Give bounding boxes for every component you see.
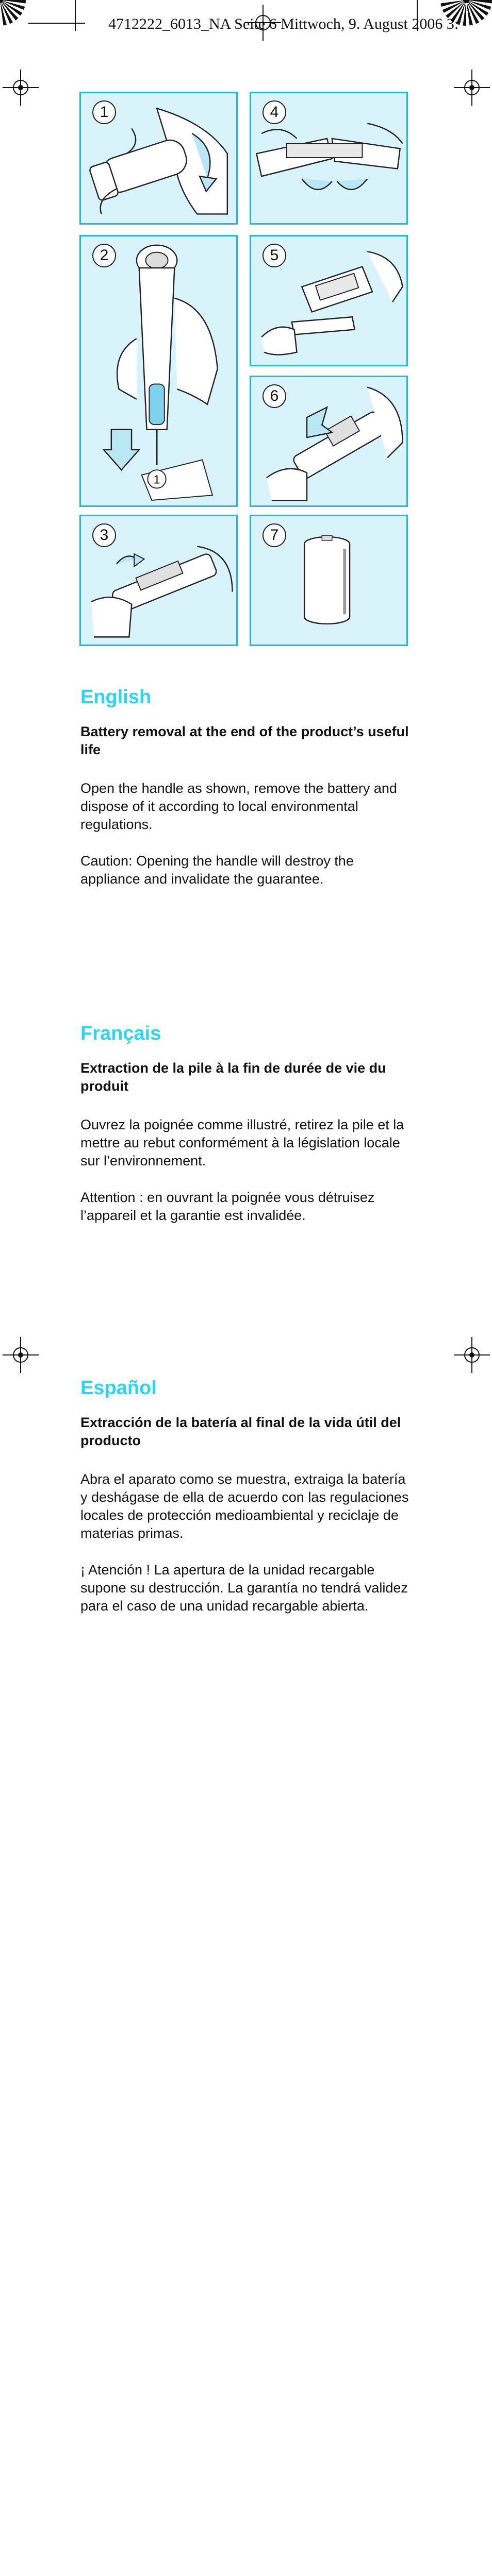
registration-mark-icon	[454, 1337, 490, 1373]
registration-mark-icon	[3, 70, 39, 106]
illustration-step-2	[79, 235, 238, 507]
caution-paragraph: ¡ Atención ! La apertura de la unidad recargable supone su destrucción. La garantía no tendrá validez para el caso de una unidad recargable abierta.	[80, 1562, 408, 1614]
language-heading: Français	[80, 1023, 161, 1044]
registration-sun-icon	[0, 0, 26, 26]
illustration-step-5	[250, 235, 408, 366]
step-number-badge: 4	[263, 100, 286, 124]
registration-mark-icon	[3, 1337, 39, 1373]
registration-mark-icon	[454, 70, 490, 106]
step-number-badge: 3	[92, 523, 116, 547]
caution-paragraph: Caution: Opening the handle will destroy the appliance and invalidate the guarantee.	[80, 853, 354, 887]
language-heading: English	[80, 686, 152, 708]
print-header	[0, 0, 492, 57]
instruction-paragraph: Open the handle as shown, remove the battery and dispose of it according to local environmental regulations.	[80, 781, 397, 832]
language-heading: Español	[80, 1377, 157, 1399]
section-heading: Battery removal at the end of the product’s useful life	[80, 724, 409, 757]
section-francais	[80, 1023, 411, 1243]
section-english	[80, 686, 411, 907]
illustration-step-3	[79, 515, 238, 646]
section-heading: Extraction de la pile à la fin de durée de vie du produit	[80, 1060, 386, 1094]
caution-paragraph: Attention : en ouvrant la poignée vous détruisez l’appareil et la garantie est invalidée.	[80, 1190, 375, 1223]
instruction-paragraph: Abra el aparato como se muestra, extraiga la batería y deshágase de ella de acuerdo con las regulaciones locales de protección medioambiental y reciclaje de materias primas.	[80, 1471, 409, 1541]
step-number-badge: 5	[263, 244, 286, 267]
crop-line	[28, 23, 85, 24]
illustration-step-1	[79, 92, 238, 225]
section-heading: Extracción de la batería al final de la vida útil del producto	[80, 1415, 401, 1448]
svg-text:1: 1	[153, 472, 160, 486]
step-number-badge: 1	[92, 100, 116, 124]
print-slug: 4712222_6013_NA Seite 6 Mittwoch, 9. August 2006 3:	[108, 15, 459, 32]
illustration-step-6	[250, 376, 408, 507]
pull-apart-illustration	[81, 236, 236, 505]
crop-line	[75, 0, 76, 31]
section-espanol	[80, 1377, 411, 1634]
illustration-step-7	[250, 515, 408, 646]
instruction-paragraph: Ouvrez la poignée comme illustré, retirez la pile et la mettre au rebut conformément à la législation locale sur l’environnement.	[80, 1117, 404, 1168]
step-number-badge: 7	[263, 523, 286, 547]
step-number-badge: 2	[92, 244, 116, 267]
step-number-badge: 6	[263, 384, 286, 408]
illustration-step-4	[250, 92, 408, 225]
